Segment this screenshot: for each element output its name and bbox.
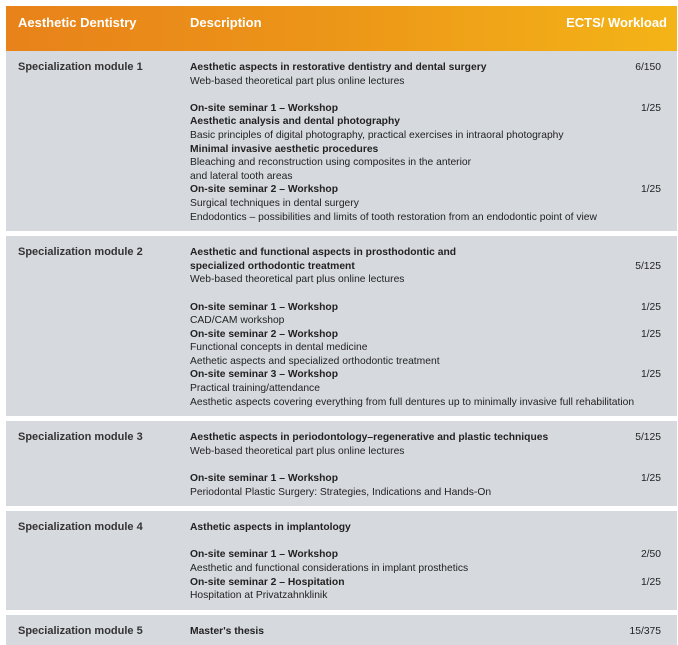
description-line-text: Web-based theoretical part plus online lectures xyxy=(190,445,405,457)
spacer xyxy=(190,287,677,301)
description-line-text: On-site seminar 2 – Hospitation xyxy=(190,576,345,588)
description-line-text: Aesthetic analysis and dental photography xyxy=(190,116,400,128)
ects-value: 15/375 xyxy=(629,625,661,637)
description-heading xyxy=(190,472,677,486)
ects-value: 6/150 xyxy=(635,62,661,73)
description-line-text: Web-based theoretical part plus online lectures xyxy=(190,274,405,286)
description-line-text: On-site seminar 3 – Workshop xyxy=(190,369,339,381)
description-text xyxy=(190,341,677,355)
description-heading xyxy=(190,246,677,260)
description-line-text: On-site seminar 1 – Workshop xyxy=(190,473,339,485)
ects-value: 1/25 xyxy=(640,576,661,588)
description-line-text: Aesthetic and functional considerations in implant prosthetics xyxy=(190,563,469,574)
description-line-text: Asthetic aspects in implantology xyxy=(190,522,351,534)
description-text xyxy=(190,197,677,211)
description-text xyxy=(190,75,677,89)
description-heading xyxy=(190,61,677,75)
ects-value: 1/25 xyxy=(640,102,661,114)
description-heading xyxy=(190,102,677,116)
module-description xyxy=(190,236,677,416)
description-text xyxy=(190,355,677,369)
ects-value: 1/25 xyxy=(640,301,661,313)
description-text xyxy=(190,273,677,287)
description-line-text: Functional concepts in dental medicine xyxy=(190,342,368,354)
description-line-text: On-site seminar 1 – Workshop xyxy=(190,301,339,313)
curriculum-table xyxy=(6,6,677,645)
module-name: Specialization module 3 xyxy=(18,431,143,444)
module-name: Specialization module 4 xyxy=(18,521,143,534)
header-program-title: Aesthetic Dentistry xyxy=(18,15,137,30)
description-line-text: Aesthetic aspects in restorative dentistry and dental surgery xyxy=(190,62,487,73)
ects-value: 5/125 xyxy=(635,432,661,444)
description-line-text: On-site seminar 2 – Workshop xyxy=(190,328,339,340)
description-line-text: Aesthetic aspects in periodontology–regenerative and plastic techniques xyxy=(190,432,549,444)
spacer xyxy=(190,458,677,472)
description-heading xyxy=(190,368,677,382)
description-line-text: On-site seminar 1 – Workshop xyxy=(190,549,339,561)
description-text xyxy=(190,486,677,500)
description-text xyxy=(190,589,677,603)
ects-value: 5/125 xyxy=(635,260,661,272)
description-text xyxy=(190,129,677,143)
description-heading xyxy=(190,260,677,274)
table-header xyxy=(6,6,677,51)
description-line-text: On-site seminar 2 – Workshop xyxy=(190,184,339,196)
description-line-text: Bleaching and reconstruction using composites in the anterior xyxy=(190,157,472,169)
description-line-text: specialized orthodontic treatment xyxy=(190,260,355,272)
spacer xyxy=(190,535,677,549)
module-row xyxy=(6,51,677,231)
description-text xyxy=(190,382,677,396)
description-text xyxy=(190,396,677,410)
description-heading xyxy=(190,328,677,342)
header-ects-workload: ECTS/ Workload xyxy=(566,15,667,30)
module-list xyxy=(6,51,677,645)
module-name: Specialization module 5 xyxy=(18,624,143,637)
module-description xyxy=(190,51,677,231)
description-line-text: Aesthetic aspects covering everything from full dentures up to minimally invasive full rehabilitation xyxy=(190,396,635,408)
description-text xyxy=(190,445,677,459)
ects-value: 1/25 xyxy=(640,473,661,485)
module-description xyxy=(190,615,677,645)
ects-value: 1/25 xyxy=(640,369,661,381)
description-text xyxy=(190,314,677,328)
description-heading xyxy=(190,183,677,197)
module-row xyxy=(6,506,677,610)
description-line-text: On-site seminar 1 – Workshop xyxy=(190,102,339,114)
header-description: Description xyxy=(190,15,262,30)
description-text xyxy=(190,562,677,576)
description-line-text: CAD/CAM workshop xyxy=(190,315,285,327)
description-text xyxy=(190,211,677,225)
module-row xyxy=(6,416,677,506)
description-line-text: Minimal invasive aesthetic procedures xyxy=(190,143,379,155)
module-description xyxy=(190,511,677,610)
ects-value: 1/25 xyxy=(640,184,661,196)
description-heading xyxy=(190,521,677,535)
description-line-text: Basic principles of digital photography, practical exercises in intraoral photography xyxy=(190,129,564,141)
description-heading xyxy=(190,625,677,639)
description-heading xyxy=(190,301,677,315)
description-line-text: Practical training/attendance xyxy=(190,383,320,395)
description-line-text: Surgical techniques in dental surgery xyxy=(190,197,359,209)
description-line-text: Endodontics – possibilities and limits of tooth restoration from an endodontic point of view xyxy=(190,211,597,223)
module-name: Specialization module 2 xyxy=(18,246,143,259)
description-line-text: Aethetic aspects and specialized orthodontic treatment xyxy=(190,355,440,367)
module-row xyxy=(6,610,677,645)
description-line-text: Periodontal Plastic Surgery: Strategies, Indications and Hands-On xyxy=(190,486,492,498)
description-heading xyxy=(190,548,677,562)
description-text xyxy=(190,170,677,184)
module-name: Specialization module 1 xyxy=(18,61,143,73)
description-line-text: Aesthetic and functional aspects in prosthodontic and xyxy=(190,247,457,259)
ects-value: 2/50 xyxy=(640,549,661,561)
description-heading xyxy=(190,431,677,445)
description-heading xyxy=(190,115,677,129)
ects-value: 1/25 xyxy=(640,328,661,340)
description-line-text: Hospitation at Privatzahnklinik xyxy=(190,590,328,602)
description-line-text: and lateral tooth areas xyxy=(190,170,293,182)
description-line-text: Master's thesis xyxy=(190,625,264,637)
description-heading xyxy=(190,576,677,590)
description-heading xyxy=(190,143,677,157)
description-line-text: Web-based theoretical part plus online lectures xyxy=(190,75,405,87)
spacer xyxy=(190,88,677,102)
module-description xyxy=(190,421,677,506)
module-row xyxy=(6,231,677,416)
description-text xyxy=(190,156,677,170)
